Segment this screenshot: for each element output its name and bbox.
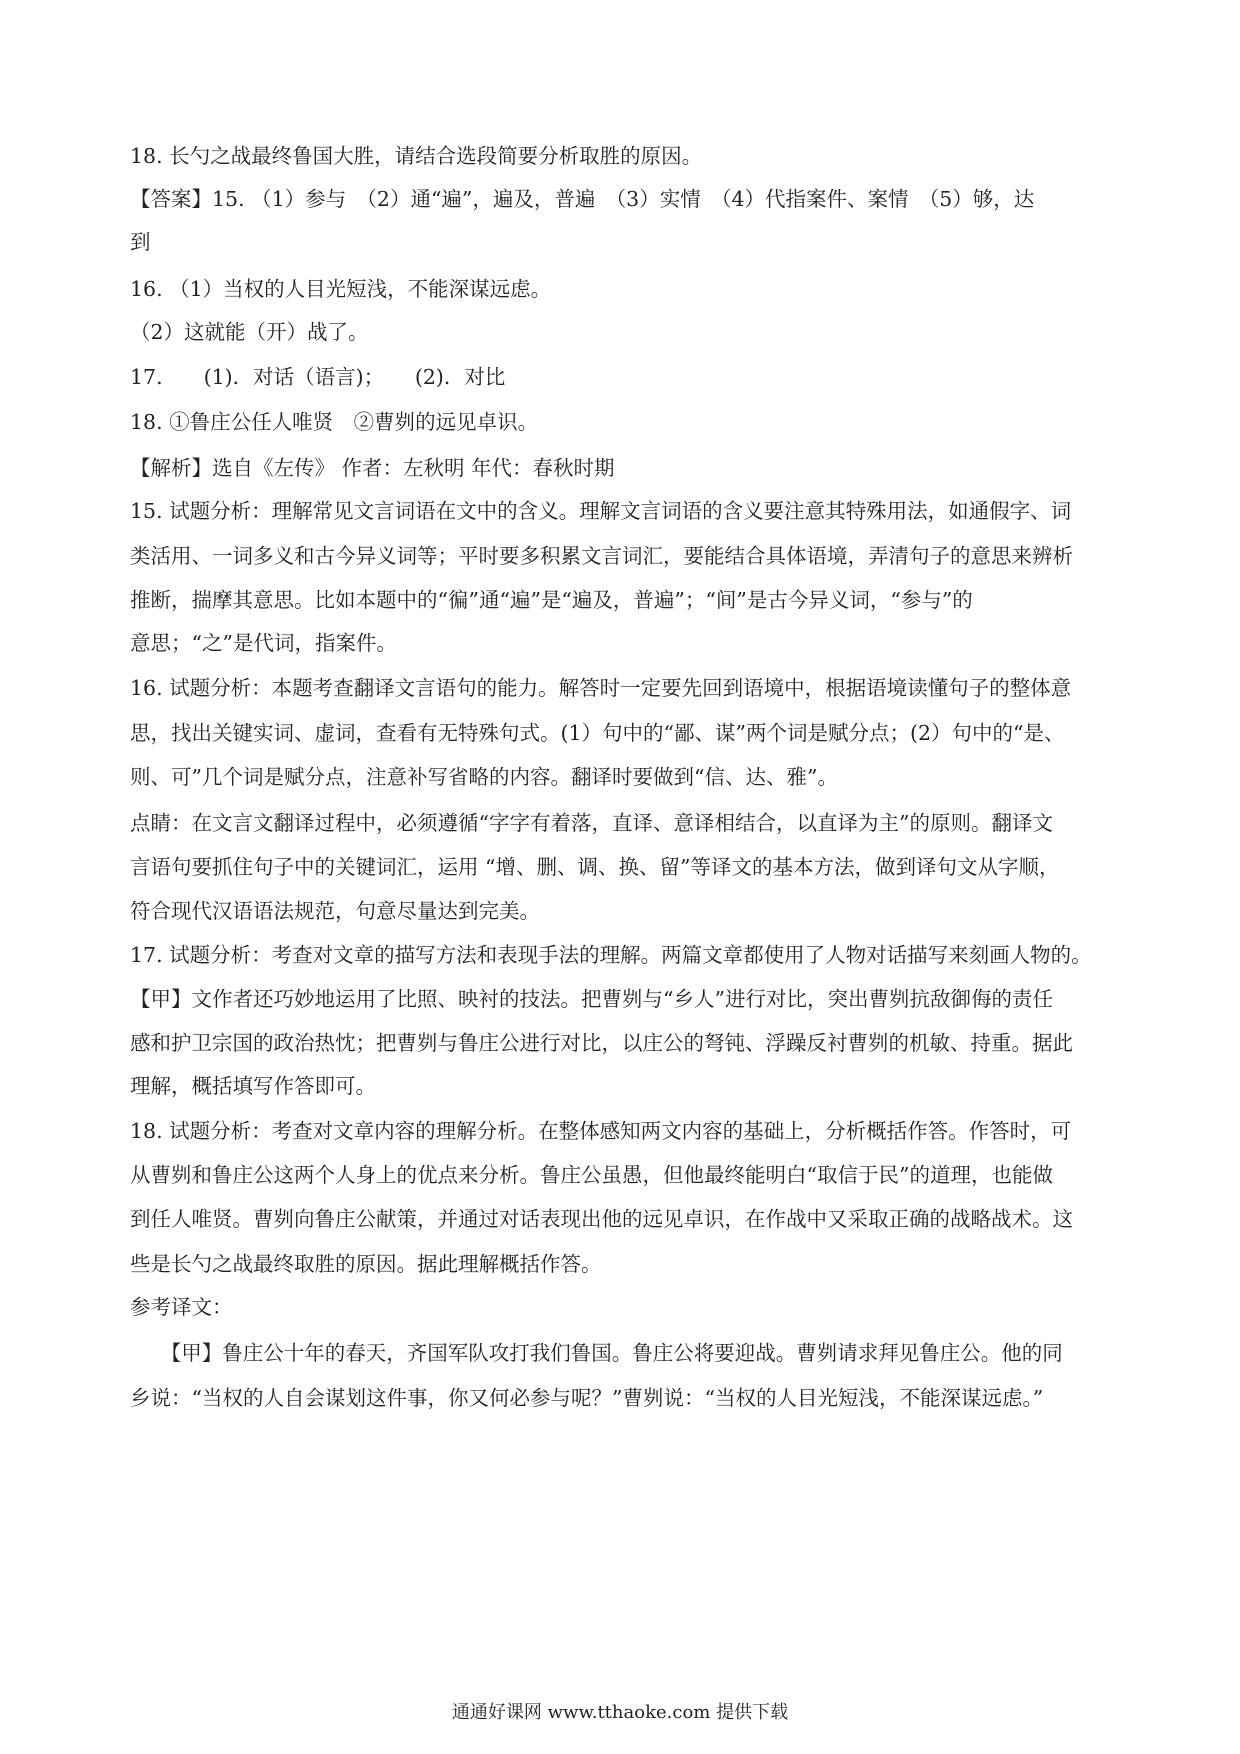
footer-watermark: 通通好课网 www.tthaoke.com 提供下载 [451, 1702, 789, 1723]
analysis-15-line3: 推断，揣摩其意思。比如本题中的“徧”通“遍”是“遍及，普遍”；“间”是古今异义词，“参与”的 [130, 588, 973, 612]
analysis-15-line4: 意思；“之”是代词，指案件。 [130, 631, 397, 655]
tip-line1: 点睛：在文言文翻译过程中，必须遵循“字字有着落，直译、意译相结合，以直译为主”的原则。翻译文 [130, 811, 1053, 835]
answer-15-continuation: 到 [130, 230, 151, 254]
analysis-18-line3: 到任人唯贤。曹刿向鲁庄公献策，并通过对话表现出他的远见卓识，在作战中又采取正确的战略战术。这 [130, 1207, 1073, 1231]
answer-18: 18. ①鲁庄公任人唯贤 ②曹刿的远见卓识。 [130, 410, 539, 434]
analysis-17-line2: 【甲】文作者还巧妙地运用了比照、映衬的技法。把曹刿与“乡人”进行对比，突出曹刿抗敌御侮的责任 [130, 987, 1053, 1011]
tip-line3: 符合现代汉语语法规范，句意尽量达到完美。 [130, 899, 540, 923]
question-18: 18. 长勺之战最终鲁国大胜，请结合选段简要分析取胜的原因。 [130, 144, 703, 168]
analysis-17-line4: 理解，概括填写作答即可。 [130, 1074, 376, 1098]
translation-line2: 乡说：“当权的人自会谋划这件事，你又何必参与呢？”曹刿说：“当权的人目光短浅，不能深谋远虑。” [130, 1386, 1044, 1410]
analysis-16-line2: 思，找出关键实词、虚词，查看有无特殊句式。(1）句中的“鄙、谋”两个词是赋分点；(2）句中的“是、 [130, 721, 1065, 745]
analysis-18-line4: 些是长勺之战最终取胜的原因。据此理解概括作答。 [130, 1252, 602, 1276]
analysis-15-line2: 类活用、一词多义和古今异义词等；平时要多积累文言词汇，要能结合具体语境，弄清句子的意思来辨析 [130, 544, 1073, 568]
analysis-heading: 【解析】选自《左传》 作者：左秋明 年代：春秋时期 [130, 456, 615, 480]
translation-line1: 【甲】鲁庄公十年的春天，齐国军队攻打我们鲁国。鲁庄公将要迎战。曹刿请求拜见鲁庄公。他的同 [130, 1341, 1063, 1365]
translation-heading: 参考译文： [130, 1295, 233, 1319]
answer-16-part2: （2）这就能（开）战了。 [130, 320, 369, 344]
analysis-18-line2: 从曹刿和鲁庄公这两个人身上的优点来分析。鲁庄公虽愚，但他最终能明白“取信于民”的道理，也能做 [130, 1163, 1053, 1187]
answer-17: 17. (1)．对话（语言)； (2)．对比 [130, 365, 506, 389]
analysis-16-line1: 16. 试题分析：本题考查翻译文言语句的能力。解答时一定要先回到语境中，根据语境读懂句子的整体意 [130, 676, 1072, 700]
analysis-16-line3: 则、可”几个词是赋分点，注意补写省略的内容。翻译时要做到“信、达、雅”。 [130, 765, 838, 789]
analysis-17-line1: 17. 试题分析：考查对文章的描写方法和表现手法的理解。两篇文章都使用了人物对话描写来刻画人物的。 [130, 943, 1092, 967]
answer-15-line: 【答案】15. （1）参与 （2）通“遍”，遍及，普遍 （3）实情 （4）代指案件、案情 （5）够，达 [130, 187, 1035, 211]
analysis-17-line3: 感和护卫宗国的政治热忱；把曹刿与鲁庄公进行对比，以庄公的弩钝、浮躁反衬曹刿的机敏、持重。据此 [130, 1031, 1073, 1055]
analysis-15-line1: 15. 试题分析：理解常见文言词语在文中的含义。理解文言词语的含义要注意其特殊用法，如通假字、词 [130, 499, 1072, 523]
tip-line2: 言语句要抓住句子中的关键词汇，运用 “增、删、调、换、留”等译文的基本方法，做到译句文从字顺， [130, 855, 1060, 879]
analysis-18-line1: 18. 试题分析：考查对文章内容的理解分析。在整体感知两文内容的基础上，分析概括作答。作答时，可 [130, 1119, 1072, 1143]
answer-16-part1: 16. （1）当权的人目光短浅，不能深谋远虑。 [130, 277, 552, 301]
